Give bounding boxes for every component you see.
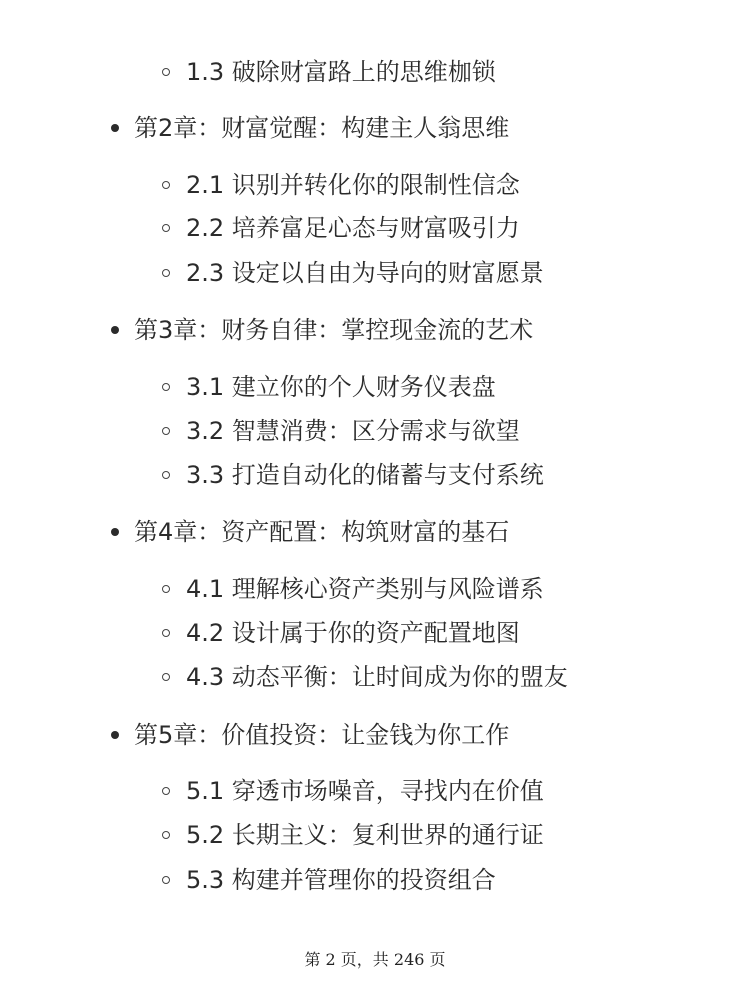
toc-entry-text: 3.2 智慧消费：区分需求与欲望 — [186, 417, 520, 445]
toc-entry-text: 3.1 建立你的个人财务仪表盘 — [186, 373, 496, 401]
hollow-bullet-icon — [162, 224, 170, 232]
toc-section-1-3 — [0, 52, 496, 92]
page-number-footer: 第 2 页，共 246 页 — [304, 950, 446, 969]
toc-section-5-1 — [0, 771, 544, 811]
toc-section-5-2 — [0, 815, 544, 855]
toc-entry-text: 第3章：财务自律：掌控现金流的艺术 — [134, 316, 534, 344]
toc-chapter-4 — [0, 512, 509, 552]
toc-section-2-2 — [0, 208, 520, 248]
hollow-bullet-icon — [162, 831, 170, 839]
filled-bullet-icon — [111, 528, 119, 536]
hollow-bullet-icon — [162, 181, 170, 189]
toc-section-3-2 — [0, 411, 520, 451]
hollow-bullet-icon — [162, 585, 170, 593]
toc-section-5-3 — [0, 860, 496, 900]
toc-chapter-2 — [0, 108, 509, 148]
toc-section-3-3 — [0, 455, 544, 495]
filled-bullet-icon — [111, 731, 119, 739]
hollow-bullet-icon — [162, 269, 170, 277]
toc-chapter-3 — [0, 310, 533, 350]
toc-entry-text: 第2章：财富觉醒：构建主人翁思维 — [134, 114, 510, 142]
toc-entry-text: 1.3 破除财富路上的思维枷锁 — [186, 58, 496, 86]
toc-entry-text: 5.1 穿透市场噪音，寻找内在价值 — [186, 777, 544, 805]
toc-chapter-5 — [0, 715, 509, 755]
filled-bullet-icon — [111, 124, 119, 132]
toc-section-3-1 — [0, 367, 496, 407]
toc-entry-text: 3.3 打造自动化的储蓄与支付系统 — [186, 461, 544, 489]
hollow-bullet-icon — [162, 787, 170, 795]
toc-entry-text: 4.2 设计属于你的资产配置地图 — [186, 619, 520, 647]
toc-entry-text: 2.1 识别并转化你的限制性信念 — [186, 171, 520, 199]
hollow-bullet-icon — [162, 629, 170, 637]
toc-entry-text: 第5章：价值投资：让金钱为你工作 — [134, 721, 510, 749]
toc-section-4-2 — [0, 613, 520, 653]
toc-entry-text: 5.3 构建并管理你的投资组合 — [186, 866, 496, 894]
toc-entry-text: 4.1 理解核心资产类别与风险谱系 — [186, 575, 544, 603]
toc-entry-text: 4.3 动态平衡：让时间成为你的盟友 — [186, 663, 568, 691]
hollow-bullet-icon — [162, 68, 170, 76]
toc-section-2-1 — [0, 165, 520, 205]
toc-entry-text: 2.3 设定以自由为导向的财富愿景 — [186, 259, 544, 287]
toc-section-2-3 — [0, 253, 544, 293]
hollow-bullet-icon — [162, 471, 170, 479]
toc-entry-text: 2.2 培养富足心态与财富吸引力 — [186, 214, 520, 242]
hollow-bullet-icon — [162, 383, 170, 391]
toc-entry-text: 第4章：资产配置：构筑财富的基石 — [134, 518, 510, 546]
filled-bullet-icon — [111, 326, 119, 334]
toc-section-4-3 — [0, 657, 568, 697]
hollow-bullet-icon — [162, 427, 170, 435]
hollow-bullet-icon — [162, 876, 170, 884]
toc-section-4-1 — [0, 569, 544, 609]
hollow-bullet-icon — [162, 673, 170, 681]
toc-entry-text: 5.2 长期主义：复利世界的通行证 — [186, 821, 544, 849]
